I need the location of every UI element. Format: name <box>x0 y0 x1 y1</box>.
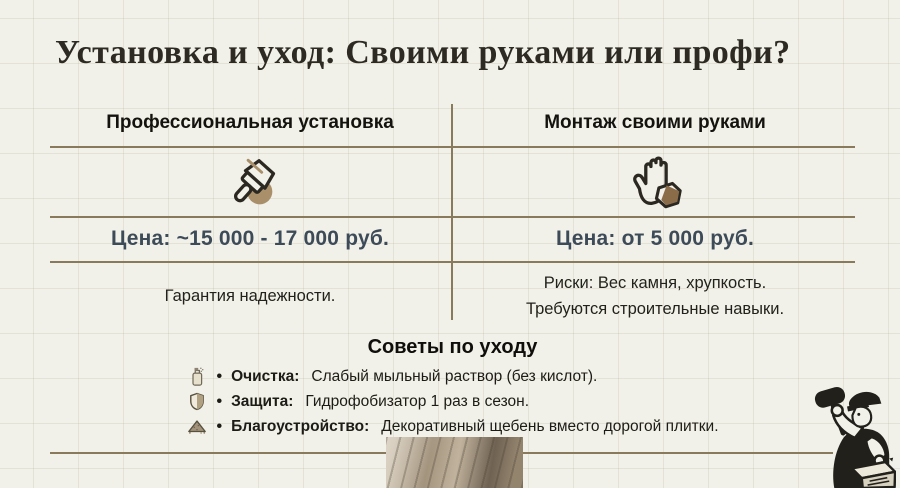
page-title: Установка и уход: Своими руками или профи? <box>55 34 791 71</box>
tip-text: Слабый мыльный раствор (без кислот). <box>311 368 598 385</box>
bullet-dot: • <box>216 368 223 385</box>
tip-text: Гидрофобизатор 1 раз в сезон. <box>305 393 530 410</box>
tip-label: Защита: <box>231 393 294 410</box>
paint-brush-icon <box>221 152 283 214</box>
stonemason-illustration <box>800 382 896 488</box>
note-line: Требуются строительные навыки. <box>525 300 785 318</box>
bullet-dot: • <box>216 418 223 435</box>
column-header-diy: Монтаж своими руками <box>544 112 766 133</box>
rule-below-prices <box>50 261 855 263</box>
note-professional <box>50 268 450 324</box>
price-professional: Цена: ~15 000 - 17 000 руб. <box>110 227 390 250</box>
gravel-pile-icon <box>186 416 208 438</box>
tip-row-protection <box>186 392 718 411</box>
bullet-dot: • <box>216 393 223 410</box>
note-line: Гарантия надежности. <box>164 287 336 305</box>
tip-label: Очистка: <box>231 368 300 385</box>
column-divider <box>451 104 453 320</box>
shield-icon <box>186 391 208 413</box>
tip-row-cleaning <box>186 367 718 386</box>
hand-holding-stone-icon <box>624 152 686 214</box>
care-tips-heading: Советы по уходу <box>367 336 538 358</box>
column-header-professional: Профессиональная установка <box>106 112 394 133</box>
spray-bottle-icon <box>186 366 208 388</box>
tip-label: Благоустройство: <box>231 418 370 435</box>
care-tips-list <box>50 367 855 436</box>
price-diy: Цена: от 5 000 руб. <box>555 227 755 250</box>
stone-texture-photo <box>386 437 523 488</box>
rule-under-headers <box>50 146 855 148</box>
tip-row-landscaping <box>186 417 718 436</box>
note-diy <box>455 268 855 324</box>
note-line: Риски: Вес камня, хрупкость. <box>543 274 767 292</box>
tip-text: Декоративный щебень вместо дорогой плитки. <box>381 418 719 435</box>
